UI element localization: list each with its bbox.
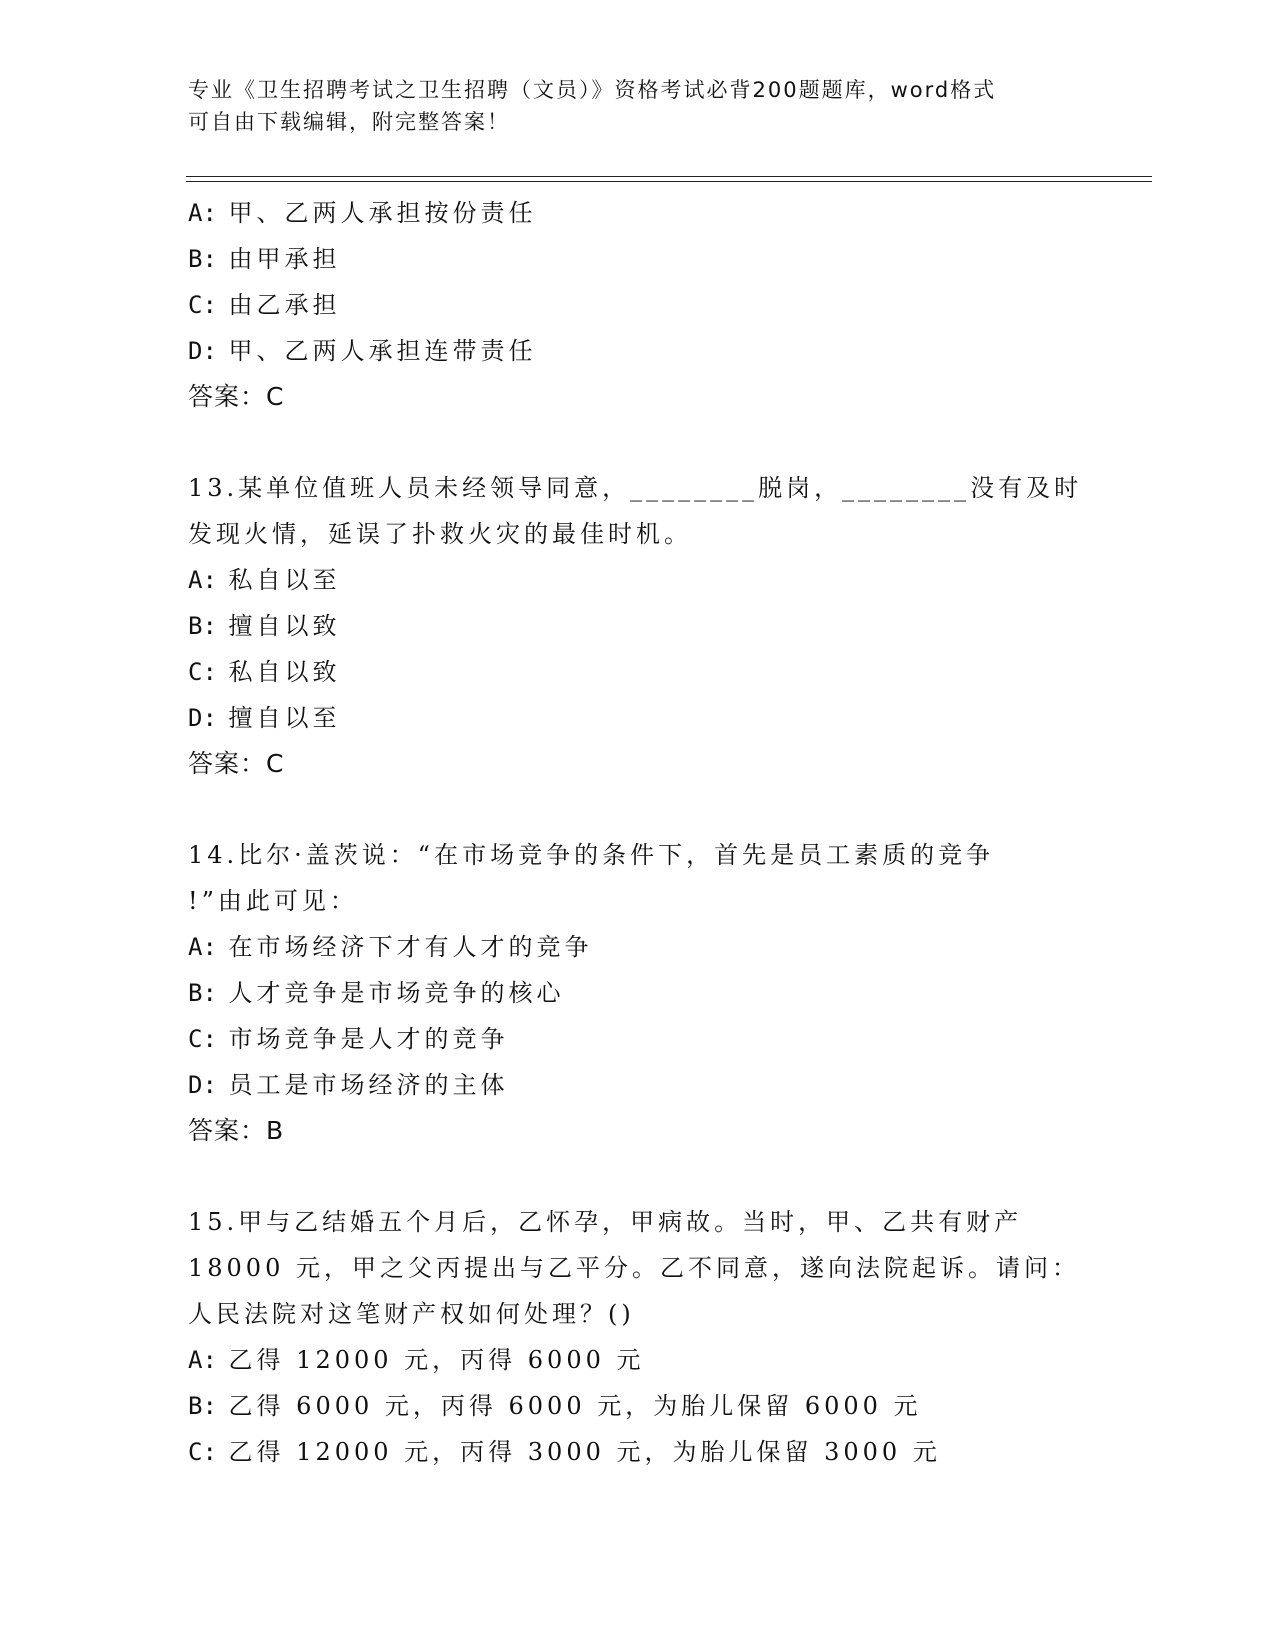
- option-letter: D:: [188, 704, 217, 732]
- option-letter: C:: [188, 1438, 217, 1466]
- option-text: 私自以致: [228, 658, 341, 686]
- option-text: 私自以至: [228, 566, 341, 594]
- question-stem-line: 发现火情，延误了扑救火灾的最佳时机。: [188, 520, 692, 548]
- option-letter: A:: [188, 199, 217, 227]
- option-text: 在市场经济下才有人才的竞争: [228, 933, 593, 961]
- document-header: [188, 74, 1088, 138]
- question-stem-line: 14.比尔·盖茨说：“在市场竞争的条件下，首先是员工素质的竞争: [188, 841, 995, 869]
- header-title-line-1: 专业《卫生招聘考试之卫生招聘（文员）》资格考试必背200题题库，word格式: [188, 78, 997, 102]
- option-letter: B:: [188, 979, 217, 1007]
- option-text: 擅自以致: [228, 612, 341, 640]
- option-letter: C:: [188, 1025, 217, 1053]
- option-text: 甲、乙两人承担连带责任: [228, 337, 537, 365]
- answer-line: 答案：C: [188, 382, 285, 411]
- answer-line: 答案：B: [188, 1116, 285, 1145]
- option-letter: A:: [188, 1346, 217, 1374]
- option-c: [188, 1016, 1088, 1062]
- question-stem-line: 15.甲与乙结婚五个月后，乙怀孕，甲病故。当时，甲、乙共有财产: [188, 1208, 1023, 1236]
- option-letter: B:: [188, 1392, 217, 1420]
- option-b: [188, 236, 1088, 282]
- option-text: 市场竞争是人才的竞争: [228, 1025, 509, 1053]
- header-divider-top: [186, 176, 1152, 177]
- option-letter: A:: [188, 566, 217, 594]
- option-letter: B:: [188, 245, 217, 273]
- answer-line: 答案：C: [188, 749, 285, 778]
- option-text: 员工是市场经济的主体: [228, 1071, 509, 1099]
- option-text: 乙得 6000 元，丙得 6000 元，为胎儿保留 6000 元: [228, 1392, 922, 1420]
- question-12-continued: [188, 190, 1088, 420]
- option-a: [188, 190, 1088, 236]
- option-text: 人才竞争是市场竞争的核心: [228, 979, 565, 1007]
- option-a: [188, 924, 1088, 970]
- question-content: [188, 190, 1088, 1475]
- header-divider-bottom: [186, 181, 1152, 182]
- option-text: 甲、乙两人承担按份责任: [228, 199, 537, 227]
- option-letter: C:: [188, 658, 217, 686]
- option-a: [188, 1337, 1088, 1383]
- option-d: [188, 1062, 1088, 1108]
- question-13: [188, 465, 1088, 787]
- question-stem-line: !”由此可见：: [188, 887, 358, 915]
- option-text: 乙得 12000 元，丙得 6000 元: [228, 1346, 645, 1374]
- option-text: 由乙承担: [228, 291, 341, 319]
- option-letter: B:: [188, 612, 217, 640]
- option-letter: C:: [188, 291, 217, 319]
- option-d: [188, 695, 1088, 741]
- option-letter: A:: [188, 933, 217, 961]
- question-stem-line: 人民法院对这笔财产权如何处理？(): [188, 1300, 635, 1328]
- option-c: [188, 649, 1088, 695]
- option-text: 乙得 12000 元，丙得 3000 元，为胎儿保留 3000 元: [228, 1438, 941, 1466]
- option-letter: D:: [188, 1071, 217, 1099]
- option-b: [188, 1383, 1088, 1429]
- option-b: [188, 970, 1088, 1016]
- option-text: 由甲承担: [228, 245, 341, 273]
- option-c: [188, 1429, 1088, 1475]
- option-letter: D:: [188, 337, 217, 365]
- question-stem-line: 13.某单位值班人员未经领导同意，________脱岗，________没有及时: [188, 474, 1083, 502]
- option-c: [188, 282, 1088, 328]
- option-a: [188, 557, 1088, 603]
- option-d: [188, 328, 1088, 374]
- question-stem-line: 18000 元，甲之父丙提出与乙平分。乙不同意，遂向法院起诉。请问：: [188, 1254, 1080, 1282]
- question-15: [188, 1199, 1088, 1475]
- option-b: [188, 603, 1088, 649]
- question-14: [188, 832, 1088, 1154]
- header-title-line-2: 可自由下载编辑，附完整答案！: [188, 110, 510, 134]
- option-text: 擅自以至: [228, 704, 341, 732]
